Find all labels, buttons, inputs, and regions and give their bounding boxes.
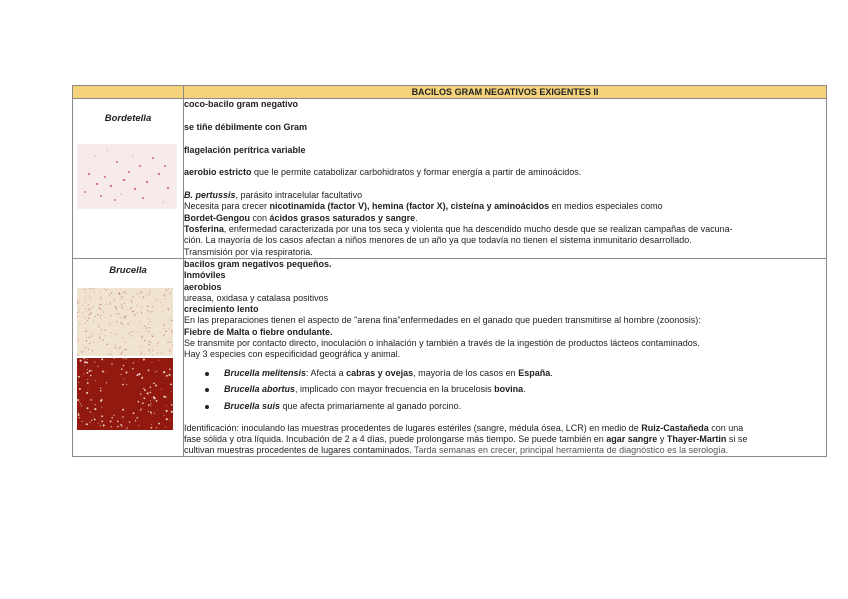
brucella-line-2: Inmóviles	[184, 270, 226, 281]
list-item: Brucella abortus, implicado con mayor frecuencia en la brucelosis bovina.	[224, 384, 826, 395]
header-row	[73, 86, 827, 99]
bordetella-label-cell	[73, 99, 184, 259]
brucella-description-cell	[184, 258, 827, 456]
brucella-identification-line-1: Identificación: inoculando las muestras procedentes de lugares estériles (sangre, médula ósea, LCR) en medio de Ruiz-Castañeda con una	[184, 422, 744, 433]
bordetella-row	[73, 99, 827, 259]
brucella-line-1: bacilos gram negativos pequeños.	[184, 258, 332, 269]
bordetella-line-10: Transmisión por vía respiratoria.	[184, 246, 313, 257]
brucella-species-list	[184, 368, 826, 413]
brucella-line-5: crecimiento lento	[184, 304, 259, 315]
bordetella-description-cell	[184, 99, 827, 259]
bordetella-line-7: Bordet-Gengou con ácidos grasos saturados y sangre.	[184, 212, 418, 223]
brucella-identification-line-2: fase sólida y otra líquida. Incubación de 2 a 4 días, puede prolongarse más tiempo. Se puede también en agar sangre y Thayer-Martin si se	[184, 433, 748, 444]
list-item: Brucella melitensis: Afecta a cabras y ovejas, mayoría de los casos en España.	[224, 368, 826, 379]
bordetella-line-6: Necesita para crecer nicotinamida (factor V), hemina (factor X), cisteína y aminoácidos en medios especiales como	[184, 201, 663, 212]
brucella-blood-agar-colonies	[77, 358, 173, 430]
brucella-identification-line-3: cultivan muestras procedentes de lugares contaminados. Tarda semanas en crecer, principal herramienta de diagnóstico es la serología.	[184, 445, 729, 456]
genus-name-bordetella: Bordetella	[104, 113, 152, 124]
brucella-gram-stain-micrograph	[77, 288, 173, 356]
bordetella-gram-stain-micrograph	[77, 144, 177, 209]
brucella-line-3: aerobios	[184, 281, 222, 292]
brucella-label-cell	[73, 258, 184, 456]
brucella-line-7: Fiebre de Malta o fiebre ondulante.	[184, 326, 333, 337]
list-item: Brucella suis que afecta primariamente al ganado porcino.	[224, 401, 826, 412]
brucella-line-6: En las preparaciones tienen el aspecto de "arena fina"enfermedades en el ganado que pueden transmitirse al hombre (zoonosis):	[184, 315, 701, 326]
bordetella-line-1: coco-bacilo gram negativo	[184, 99, 299, 109]
bordetella-line-4: aerobio estricto que le permite catabolizar carbohidratos y formar energía a partir de aminoácidos.	[184, 167, 582, 178]
brucella-line-8: Se transmite por contacto directo, inoculación o inhalación y también a través de la ingestión de productos lácteos contaminados.	[184, 338, 700, 349]
brucella-row	[73, 258, 827, 456]
brucella-line-9: Hay 3 especies con especificidad geográfica y animal.	[184, 349, 401, 360]
table-title: BACILOS GRAM NEGATIVOS EXIGENTES II	[184, 86, 827, 99]
header-blank-cell	[73, 86, 184, 99]
bordetella-line-2: se tiñe débilmente con Gram	[184, 121, 308, 132]
brucella-line-4: ureasa, oxidasa y catalasa positivos	[184, 292, 329, 303]
genus-name-brucella: Brucella	[109, 264, 147, 276]
bordetella-line-8: Tosferina, enfermedad caracterizada por una tos seca y violenta que ha descendido mucho desde que se realizan campañas de vacuna-	[184, 224, 733, 235]
content-table	[72, 85, 827, 457]
bordetella-line-5: B. pertussis, parásito intracelular facultativo	[184, 190, 363, 201]
bordetella-line-9: ción. La mayoría de los casos afectan a niños menores de un año ya que todavía no tienen el sistema inmunitario desarrollado.	[184, 235, 692, 246]
bordetella-line-3: flagelación perítrica variable	[184, 144, 306, 155]
